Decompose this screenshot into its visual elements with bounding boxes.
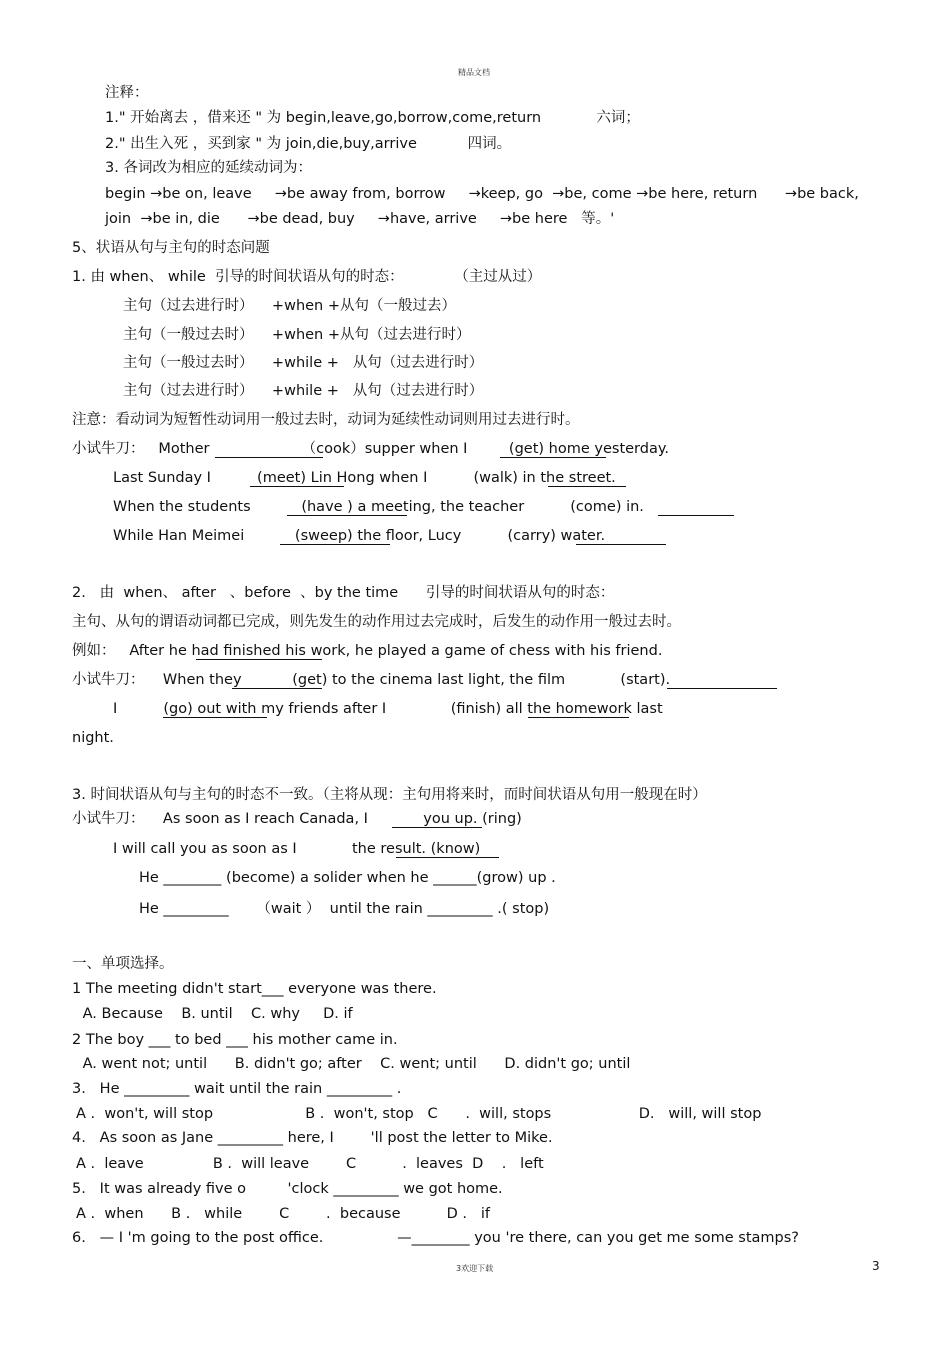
text-line: 1." 开始离去 ，借来还 " 为 begin,leave,go,borrow,come,return 六词；: [105, 110, 640, 126]
text-line: 4. As soon as Jane _________ here, I 'll post the letter to Mike.: [72, 1130, 553, 1146]
text-line: 1. 由 when、 while 引导的时间状语从句的时态： （主过从过）: [72, 269, 542, 285]
text-line: 主句（一般过去时） +while + 从句（过去进行时）: [123, 355, 484, 371]
text-line: 3. He _________ wait until the rain _________ .: [72, 1081, 402, 1097]
blank-line: [548, 486, 626, 487]
text-line: 2. 由 when、 after 、before 、by the time 引导的时间状语从句的时态：: [72, 585, 615, 601]
text-line: A . won't, will stop B . won't, stop C . will, stops D. will, will stop: [76, 1106, 762, 1122]
blank-line: [196, 659, 322, 660]
text-line: 6. — I 'm going to the post office. —________ you 're there, can you get me some stamps?: [72, 1230, 799, 1246]
blank-line: [500, 457, 606, 458]
text-line: 小试牛刀： When they (get) to the cinema last light, the film (start).: [72, 672, 671, 688]
blank-line: [250, 486, 344, 487]
text-line: A. Because B. until C. why D. if: [78, 1006, 353, 1022]
blank-line: [658, 515, 734, 516]
blank-line: [667, 688, 777, 689]
text-line: 3. 各词改为相应的延续动词为：: [105, 160, 312, 176]
page-footer: 3欢迎下载: [456, 1264, 494, 1273]
blank-line: [528, 717, 629, 718]
text-line: I (go) out with my friends after I (finish) all the homework last: [113, 701, 663, 717]
text-line: 主句（一般过去时） +when +从句（过去进行时）: [123, 327, 471, 343]
text-line: join →be in, die →be dead, buy →have, arrive →be here 等。': [105, 211, 615, 227]
blank-line: [392, 827, 482, 828]
text-line: He _________ （wait ） until the rain _________ .( stop): [139, 901, 550, 917]
text-line: 主句（过去进行时） +while + 从句（过去进行时）: [123, 383, 484, 399]
text-line: night.: [72, 730, 114, 746]
text-line: 注释：: [105, 85, 149, 101]
page-header: 精品文档: [458, 68, 490, 77]
text-line: 主句（过去进行时） +when +从句（一般过去）: [123, 298, 457, 314]
text-line: 1 The meeting didn't start___ everyone was there.: [72, 981, 437, 997]
text-line: 小试牛刀： As soon as I reach Canada, I you up. (ring): [72, 811, 522, 827]
text-line: I will call you as soon as I the result. (know): [113, 841, 481, 857]
page-number: 3: [872, 1259, 880, 1273]
text-line: A. went not; until B. didn't go; after C. went; until D. didn't go; until: [78, 1056, 631, 1072]
text-line: begin →be on, leave →be away from, borrow →keep, go →be, come →be here, return →be back,: [105, 186, 859, 202]
text-line: While Han Meimei (sweep) the floor, Lucy (carry) water.: [113, 528, 606, 544]
text-line: Last Sunday I (meet) Lin Hong when I (walk) in the street.: [113, 470, 616, 486]
text-line: 2." 出生入死 ，买到家 " 为 join,die,buy,arrive 四词。: [105, 136, 512, 152]
blank-line: [287, 515, 407, 516]
text-line: A . leave B . will leave C . leaves D . left: [76, 1156, 544, 1172]
blank-line: [163, 717, 267, 718]
text-line: 注意：看动词为短暂性动词用一般过去时，动词为延续性动词则用过去进行时。: [72, 412, 580, 428]
text-line: 小试牛刀： Mother （cook）supper when I (get) home yesterday.: [72, 441, 669, 457]
blank-line: [215, 457, 323, 458]
text-line: 3. 时间状语从句与主句的时态不一致。（主将从现：主句用将来时，而时间状语从句用一般现在时）: [72, 787, 707, 803]
text-line: 2 The boy ___ to bed ___ his mother came in.: [72, 1032, 398, 1048]
text-line: He ________ (become) a solider when he ______(grow) up .: [139, 870, 556, 886]
text-line: A . when B . while C . because D . if: [76, 1206, 490, 1222]
text-line: When the students (have ) a meeting, the teacher (come) in.: [113, 499, 644, 515]
text-line: 5. It was already five o 'clock _________ we got home.: [72, 1181, 503, 1197]
blank-line: [280, 544, 390, 545]
blank-line: [396, 857, 499, 858]
blank-line: [576, 544, 666, 545]
blank-line: [232, 688, 322, 689]
text-line: 主句、从句的谓语动词都已完成，则先发生的动作用过去完成时，后发生的动作用一般过去时。: [72, 614, 681, 630]
text-line: 例如： After he had finished his work, he played a game of chess with his friend.: [72, 643, 663, 659]
text-line: 5、状语从句与主句的时态问题: [72, 240, 270, 256]
text-line: 一、单项选择。: [72, 956, 174, 972]
